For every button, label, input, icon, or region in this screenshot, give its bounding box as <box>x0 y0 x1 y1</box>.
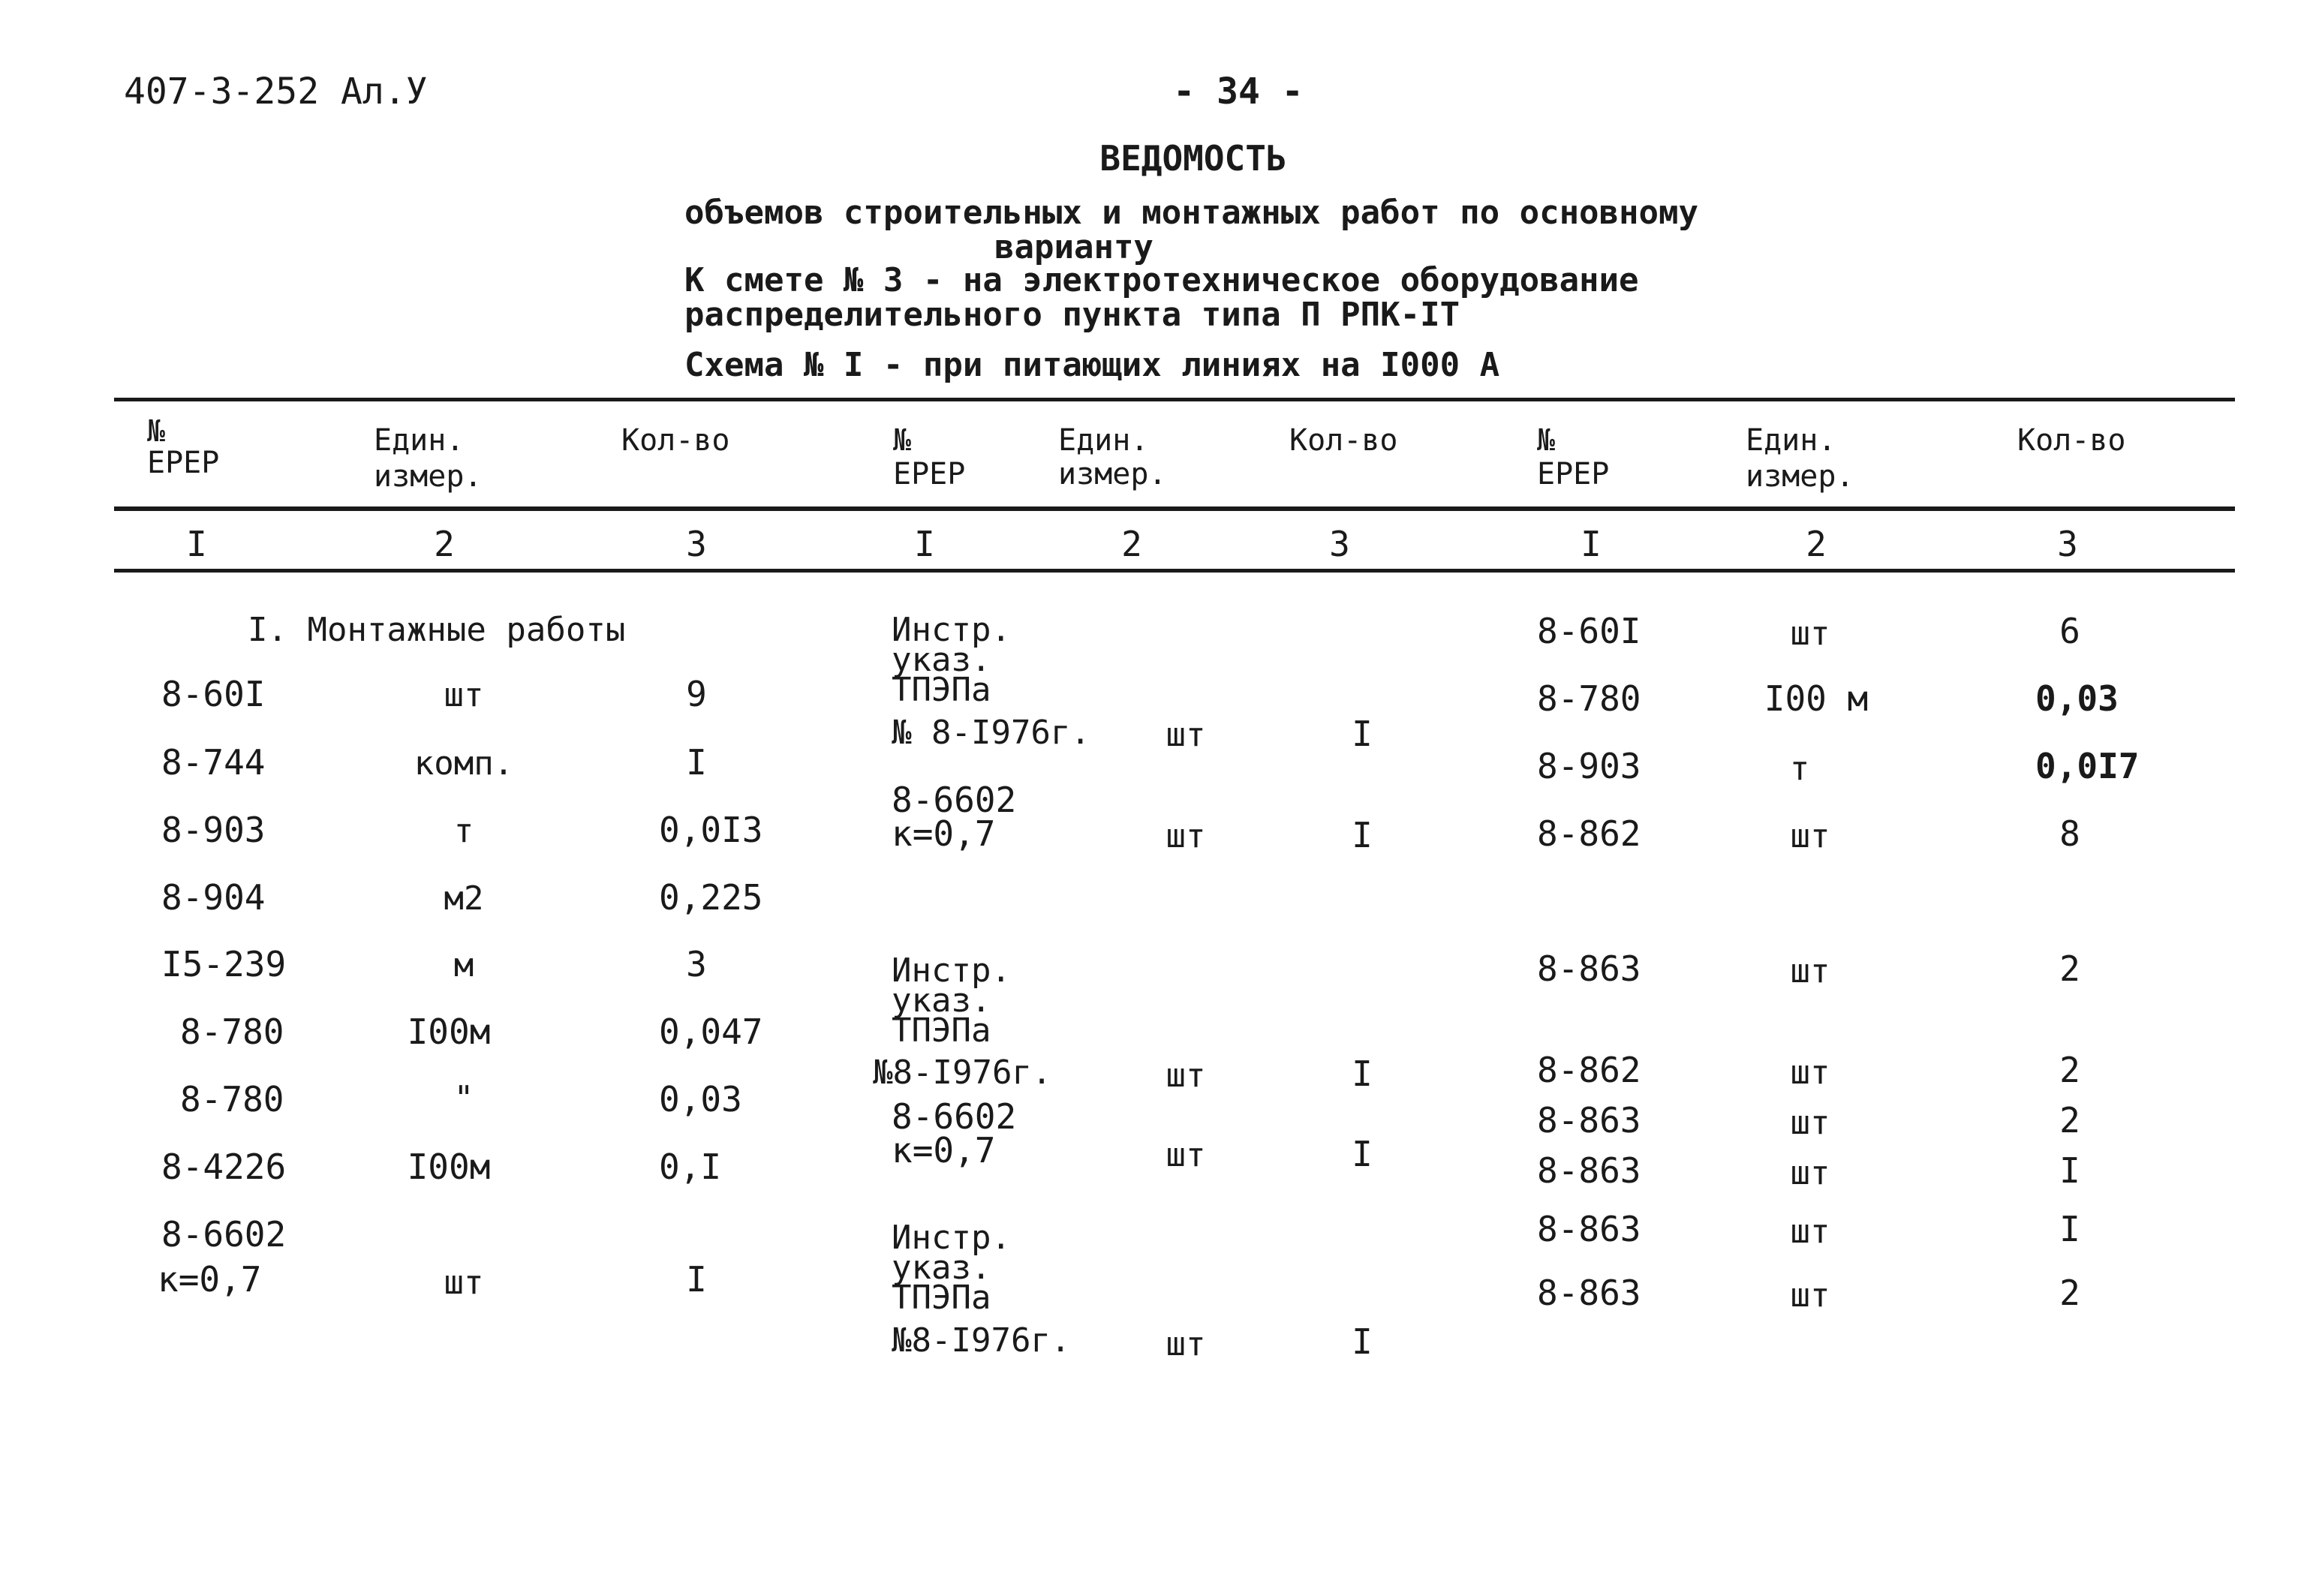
row-qty: 0,0I7 <box>2035 746 2140 786</box>
title-line-1: объемов строительных и монтажных работ по основному <box>684 194 1699 232</box>
col-header-unit-2: измер. <box>1746 459 1854 494</box>
row-code: I5-239 <box>161 944 287 984</box>
row-code: 8-780 <box>1537 678 1641 719</box>
row-qty: 0,03 <box>2035 678 2119 719</box>
row-code: 8-904 <box>161 877 266 918</box>
table-numbers-rule <box>114 569 2235 573</box>
block-line: № 8-I976г. <box>892 714 1090 752</box>
column-number: I <box>1581 524 1602 564</box>
block-line: к=0,7 <box>892 1130 996 1171</box>
row-qty: I <box>1352 714 1373 754</box>
row-unit: т <box>1789 750 1810 788</box>
row-qty: I <box>1352 1053 1373 1094</box>
block-line: 8-6602 <box>892 1096 1017 1137</box>
block-line: указ. <box>892 1249 991 1287</box>
row-unit: I00м <box>407 1147 491 1187</box>
column-number: I <box>186 524 207 564</box>
row-qty: I <box>686 742 707 783</box>
column-number: 3 <box>1329 524 1350 564</box>
row-qty: I <box>2059 1150 2080 1191</box>
row-unit: шт <box>1166 817 1206 855</box>
row-unit: шт <box>1790 1154 1830 1192</box>
row-unit: шт <box>1790 615 1830 653</box>
row-code: 8-780 <box>180 1011 284 1052</box>
row-qty: 8 <box>2059 813 2080 854</box>
row-qty: 2 <box>2059 1050 2080 1090</box>
row-code: 8-863 <box>1537 1150 1641 1191</box>
col-header-erep: ЕРЕР <box>1537 457 1610 491</box>
row-qty: I <box>686 1259 707 1300</box>
block-line: указ. <box>892 981 991 1020</box>
row-unit: м <box>453 946 474 984</box>
block-line: Инстр. <box>892 611 1011 649</box>
row-code: 8-863 <box>1537 1209 1641 1249</box>
column-number: 2 <box>434 524 455 564</box>
block-line: №8-I976г. <box>873 1053 1052 1092</box>
row-unit: I00м <box>407 1011 491 1052</box>
row-code: 8-903 <box>1537 746 1641 786</box>
block-line: Инстр. <box>892 1219 1011 1257</box>
row-qty: 2 <box>2059 1273 2080 1313</box>
column-number: 2 <box>1806 524 1827 564</box>
col-header-unit: Един. <box>1746 423 1836 458</box>
title-line-2: варианту <box>994 228 1154 266</box>
col-header-erep: ЕРЕР <box>893 457 966 491</box>
row-unit: шт <box>1790 952 1830 990</box>
col-header-unit: Един. <box>1058 423 1149 458</box>
row-code: 8-903 <box>161 810 266 850</box>
row-qty: I <box>1352 1134 1373 1174</box>
row-code: 8-862 <box>1537 1050 1641 1090</box>
row-unit: шт <box>1166 1136 1206 1174</box>
section-heading: I. Монтажные работы <box>248 611 626 649</box>
title-line-3: К смете № 3 - на электротехническое оборудование <box>684 261 1639 299</box>
row-code: 8-60I <box>161 674 266 714</box>
row-unit: " <box>453 1079 474 1117</box>
col-header-unit-2: измер. <box>1058 457 1167 491</box>
col-header-qty: Кол-во <box>1289 423 1398 458</box>
column-number: I <box>914 524 935 564</box>
row-qty: 2 <box>2059 1100 2080 1141</box>
row-unit: шт <box>1166 716 1206 754</box>
row-qty: 0,047 <box>659 1011 763 1052</box>
row-unit: шт <box>1790 1276 1830 1315</box>
table-header-rule <box>114 506 2235 511</box>
document-code: 407-3-252 Ал.У <box>124 71 428 113</box>
row-qty: 2 <box>2059 948 2080 989</box>
block-line: Инстр. <box>892 951 1011 990</box>
title-line-5: Схема № I - при питающих линиях на I000 А <box>684 346 1500 384</box>
row-code: 8-6602 <box>161 1214 287 1255</box>
row-qty: I <box>1352 815 1373 855</box>
row-unit: шт <box>1166 1325 1206 1363</box>
block-line: указ. <box>892 641 991 679</box>
column-number: 2 <box>1121 524 1142 564</box>
row-qty: I <box>2059 1209 2080 1249</box>
row-qty: 0,03 <box>659 1079 742 1120</box>
row-qty: 0,I <box>659 1147 722 1187</box>
col-header-erep: ЕРЕР <box>147 446 220 480</box>
row-qty: I <box>1352 1321 1373 1362</box>
row-code: 8-60I <box>1537 611 1641 651</box>
row-unit: шт <box>444 1264 484 1302</box>
title-line-4: распределительного пункта типа П РПК-IТ <box>684 296 1460 334</box>
row-code: 8-863 <box>1537 948 1641 989</box>
table-top-rule <box>114 398 2235 401</box>
row-unit: шт <box>1166 1056 1206 1095</box>
block-line: ТПЭПа <box>892 671 991 709</box>
row-code: 8-744 <box>161 742 266 783</box>
document-heading: ВЕДОМОСТЬ <box>1099 138 1287 179</box>
row-unit: м2 <box>444 879 484 918</box>
row-qty: 9 <box>686 674 707 714</box>
row-unit: шт <box>1790 817 1830 855</box>
col-header-unit-2: измер. <box>374 459 483 494</box>
row-code: к=0,7 <box>158 1259 262 1300</box>
row-qty: 3 <box>686 944 707 984</box>
col-header-number-mark: № <box>147 414 166 449</box>
block-line: к=0,7 <box>892 813 996 854</box>
row-code: 8-4226 <box>161 1147 287 1187</box>
row-unit: комп. <box>414 744 514 783</box>
row-unit: шт <box>1790 1213 1830 1251</box>
page-number: - 34 - <box>1173 71 1304 113</box>
block-line: ТПЭПа <box>892 1011 991 1050</box>
row-unit: т <box>453 812 474 850</box>
row-code: 8-863 <box>1537 1273 1641 1313</box>
row-qty: 0,0I3 <box>659 810 763 850</box>
col-header-qty: Кол-во <box>621 423 730 458</box>
row-code: 8-863 <box>1537 1100 1641 1141</box>
col-header-number-mark: № <box>893 423 912 458</box>
col-header-qty: Кол-во <box>2017 423 2126 458</box>
row-unit: шт <box>444 676 484 714</box>
row-qty: 0,225 <box>659 877 763 918</box>
column-number: 3 <box>2057 524 2078 564</box>
row-unit: шт <box>1790 1104 1830 1142</box>
row-unit: I00 м <box>1764 678 1869 719</box>
row-qty: 6 <box>2059 611 2080 651</box>
block-line: №8-I976г. <box>892 1321 1071 1360</box>
col-header-unit: Един. <box>374 423 465 458</box>
row-code: 8-780 <box>180 1079 284 1120</box>
row-unit: шт <box>1790 1053 1830 1092</box>
block-line: ТПЭПа <box>892 1279 991 1317</box>
column-number: 3 <box>686 524 707 564</box>
block-line: 8-6602 <box>892 780 1017 820</box>
row-code: 8-862 <box>1537 813 1641 854</box>
col-header-number-mark: № <box>1537 423 1556 458</box>
